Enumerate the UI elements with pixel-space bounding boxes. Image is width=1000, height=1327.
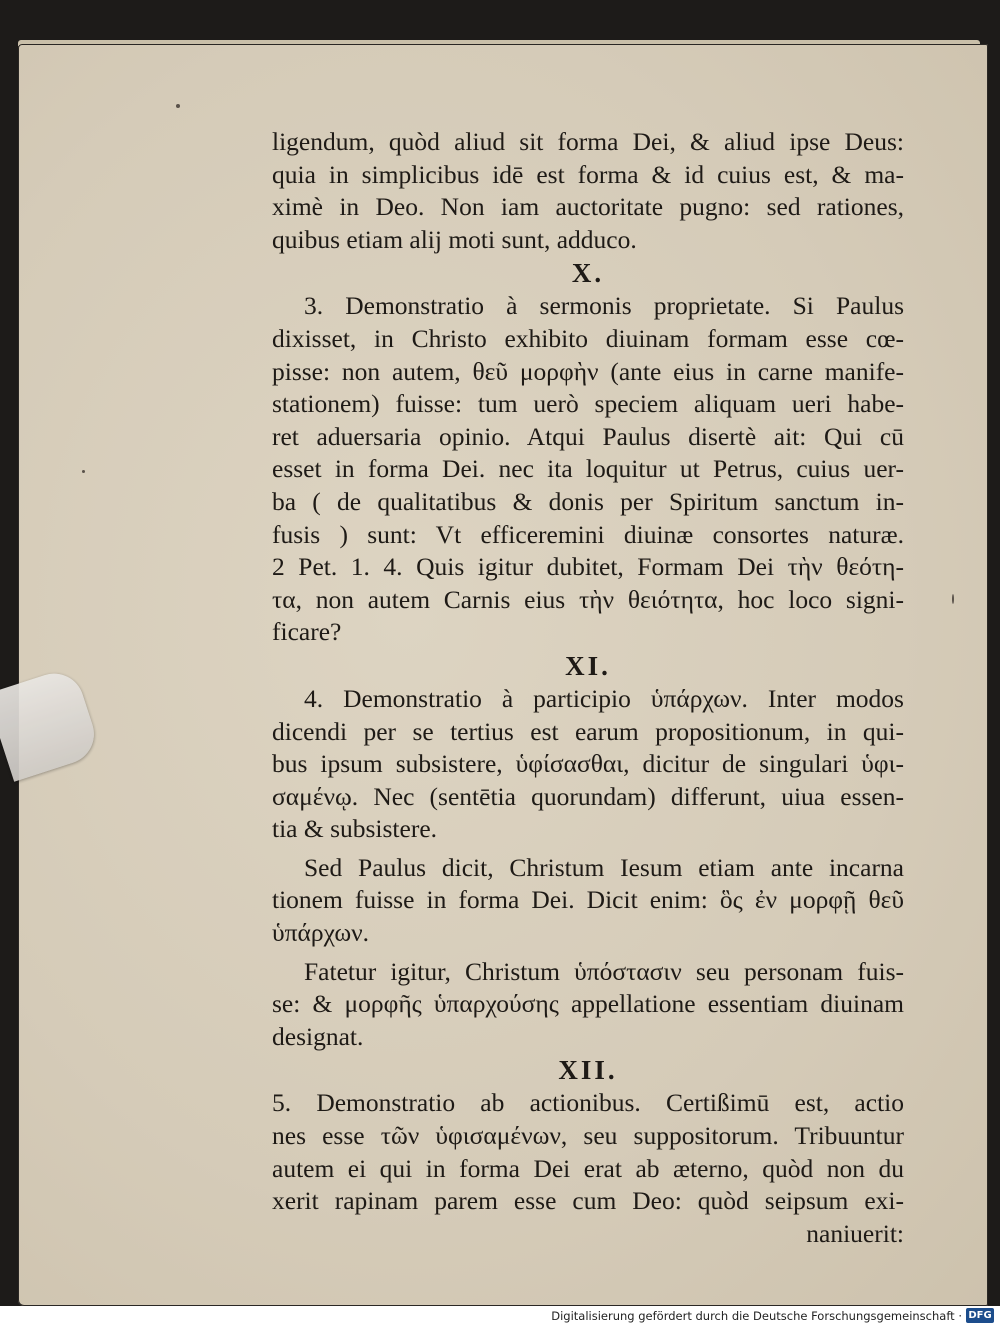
text-line: xerit rapinam parem esse cum Deo: quòd seipsum exi- bbox=[272, 1186, 904, 1216]
ink-speck bbox=[176, 104, 180, 108]
text-line: se: & μορφῆς ὑπαρχούσης appellatione essentiam diuinam bbox=[272, 989, 904, 1019]
text-line: fusis ) sunt: Vt efficeremini diuinæ consortes naturæ. bbox=[272, 519, 904, 549]
text-line: dixisset, in Christo exhibito diuinam formam esse cœ- bbox=[272, 323, 904, 353]
text-line: Fatetur igitur, Christum ὑπόστασιν seu personam fuis- bbox=[304, 956, 904, 986]
text-line: pisse: non autem, θεῦ μορφὴν (ante eius in carne manife- bbox=[272, 356, 904, 386]
text-line: designat. bbox=[272, 1021, 364, 1051]
ink-speck bbox=[952, 594, 954, 604]
text-line: quia in simplicibus idē est forma & id cuius est, & ma- bbox=[272, 159, 904, 189]
text-line: 4. Demonstratio à participio ὑπάρχων. Inter modos bbox=[304, 683, 904, 713]
text-line: τα, non autem Carnis eius τὴν θειότητα, hoc loco signi- bbox=[272, 584, 904, 614]
text-line: ba ( de qualitatibus & donis per Spiritum sanctum in- bbox=[272, 486, 904, 516]
text-line: ligendum, quòd aliud sit forma Dei, & aliud ipse Deus: bbox=[272, 127, 904, 156]
text-line: dicendi per se tertius est earum propositionum, in qui- bbox=[272, 716, 904, 746]
text-line: ὑπάρχων. bbox=[272, 918, 370, 948]
text-line: stationem) fuisse: tum uerò speciem aliquam ueri habe- bbox=[272, 389, 904, 419]
dfg-logo: DFG bbox=[966, 1308, 994, 1323]
text-line: ximè in Deo. Non iam auctoritate pugno: sed rationes, bbox=[272, 192, 904, 222]
ink-speck bbox=[82, 470, 85, 473]
text-line: esset in forma Dei. nec ita loquitur ut Petrus, cuius uer- bbox=[272, 454, 904, 484]
body-text bbox=[272, 126, 904, 1250]
text-line: ret aduersaria opinio. Atqui Paulus disertè ait: Qui cū bbox=[272, 421, 904, 451]
text-line: quibus etiam alij moti sunt, adduco. bbox=[272, 224, 637, 254]
section-heading-xi: XI. bbox=[565, 650, 611, 681]
text-line: autem ei qui in forma Dei erat ab æterno, quòd non du bbox=[272, 1153, 904, 1183]
catchword: naniuerit: bbox=[806, 1218, 904, 1248]
section-heading-xii: XII. bbox=[558, 1055, 618, 1086]
text-line: 3. Demonstratio à sermonis proprietate. Si Paulus bbox=[304, 291, 904, 321]
text-line: nes esse τῶν ὑφισαμένων, seu suppositorum. Tribuuntur bbox=[272, 1121, 904, 1151]
text-line: tionem fuisse in forma Dei. Dicit enim: ὃς ἐν μορφῇ θεῦ bbox=[272, 885, 904, 915]
text-line: 2 Pet. 1. 4. Quis igitur dubitet, Formam Dei τὴν θεότη- bbox=[272, 552, 904, 582]
text-line: Sed Paulus dicit, Christum Iesum etiam ante incarna bbox=[304, 852, 904, 882]
text-line: ficare? bbox=[272, 617, 342, 647]
text-line: σαμένῳ. Nec (sentētia quorundam) differunt, uiua essen- bbox=[272, 781, 904, 811]
text-line: tia & subsistere. bbox=[272, 814, 438, 844]
section-heading-x: X. bbox=[571, 258, 605, 289]
text-line: bus ipsum subsistere, ὑφίσασθαι, dicitur de singulari ὑφι- bbox=[272, 749, 904, 779]
funding-credit: Digitalisierung gefördert durch die Deutsche Forschungsgemeinschaft · bbox=[551, 1309, 962, 1323]
text-line: 5. Demonstratio ab actionibus. Certißimū est, actio bbox=[272, 1088, 904, 1118]
